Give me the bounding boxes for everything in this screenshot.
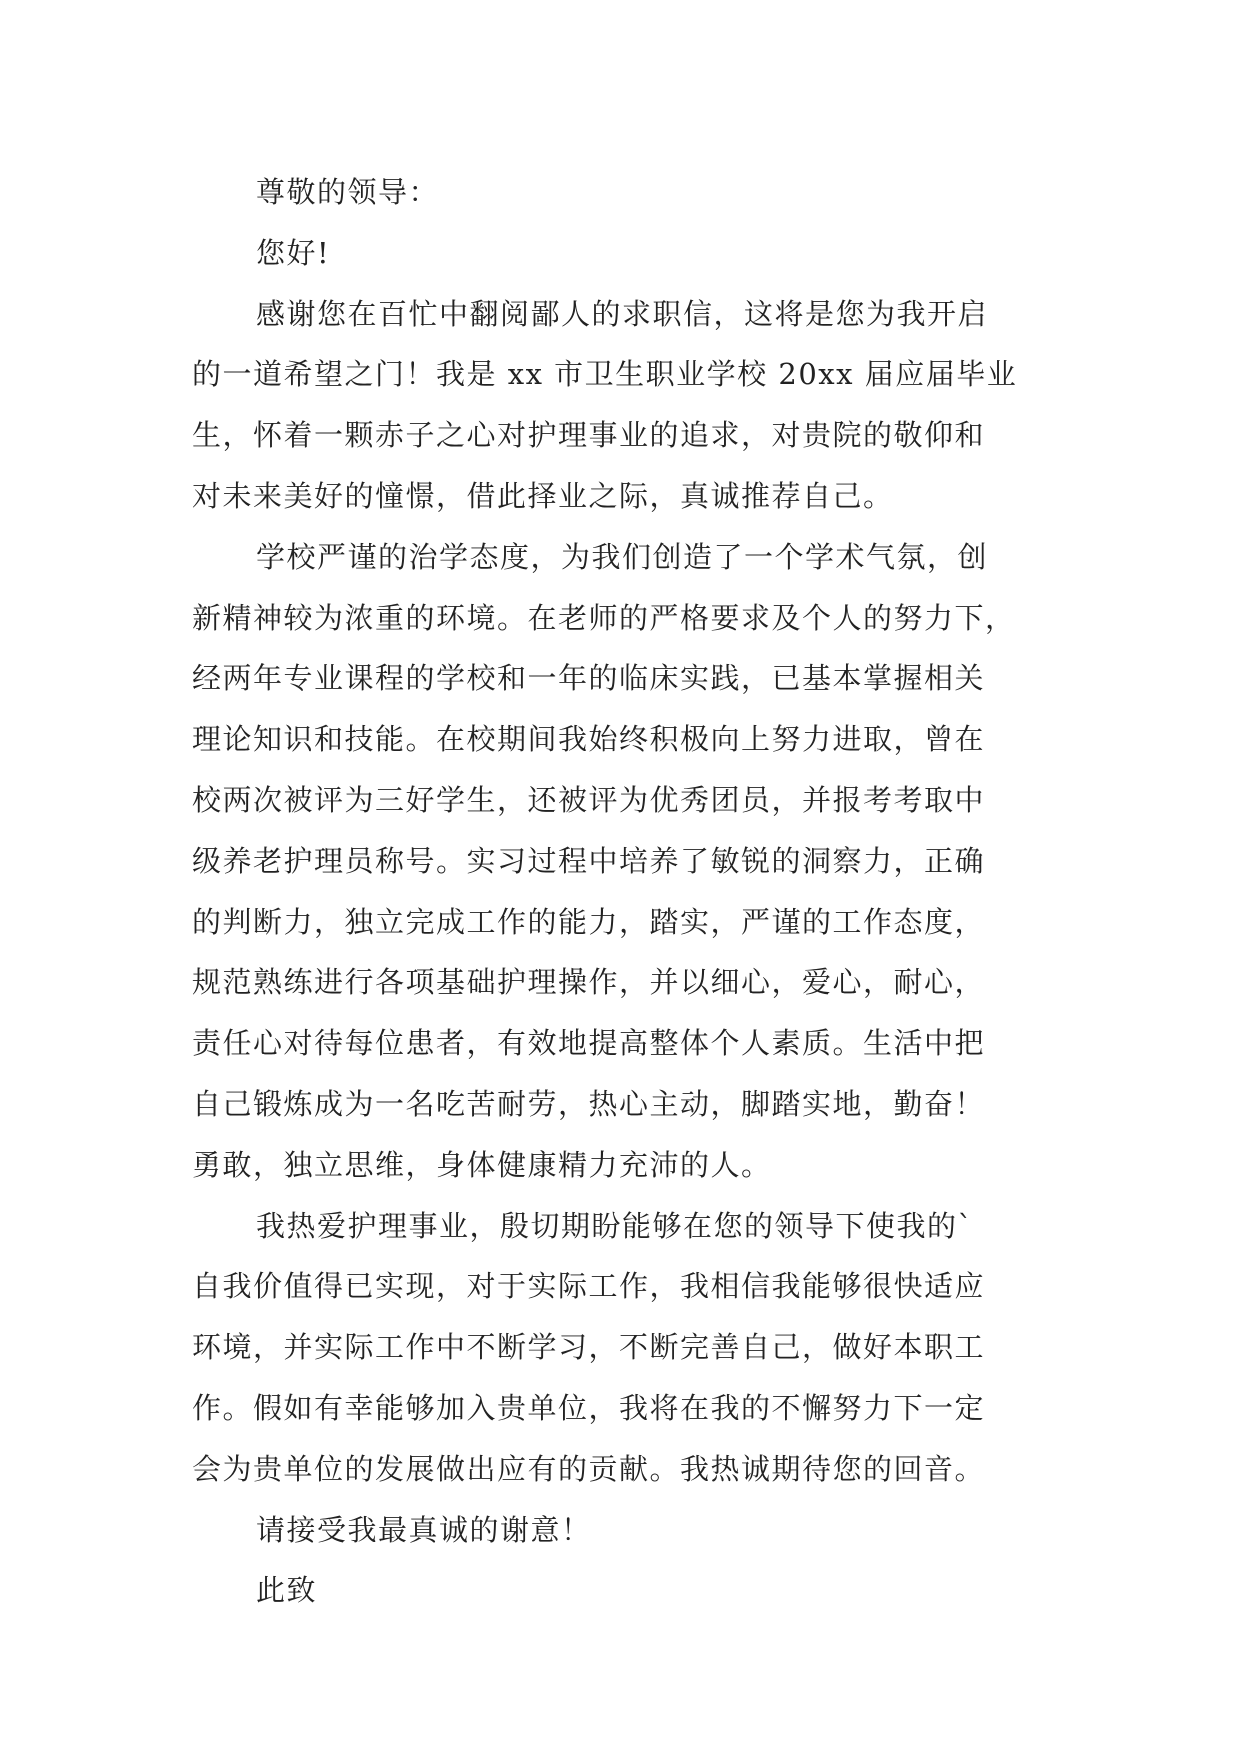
- paragraph-line: 生，怀着一颗赤子之心对护理事业的追求，对贵院的敬仰和: [192, 418, 986, 453]
- thanks-line: 请接受我最真诚的谢意！: [256, 1512, 592, 1547]
- paragraph-line: 级养老护理员称号。实习过程中培养了敏锐的洞察力，正确: [192, 843, 986, 878]
- paragraph-line: 的一道希望之门！我是 xx 市卫生职业学校 20xx 届应届毕业: [192, 357, 1018, 392]
- paragraph-intro: [192, 284, 1062, 527]
- paragraph-aspiration: [192, 1196, 1062, 1500]
- paragraph-line: 会为贵单位的发展做出应有的贡献。我热诚期待您的回音。: [192, 1451, 986, 1486]
- cover-letter-body: [192, 162, 1062, 1621]
- closing-line: 此致: [256, 1573, 318, 1608]
- paragraph-line: 的判断力，独立完成工作的能力，踏实，严谨的工作态度，: [192, 904, 986, 939]
- paragraph-education: [192, 527, 1062, 1196]
- paragraph-line: 新精神较为浓重的环境。在老师的严格要求及个人的努力下，: [192, 600, 1016, 635]
- paragraph-line: 校两次被评为三好学生，还被评为优秀团员，并报考考取中: [192, 782, 986, 817]
- paragraph-line: 理论知识和技能。在校期间我始终积极向上努力进取，曾在: [192, 722, 986, 757]
- paragraph-line: 责任心对待每位患者，有效地提高整体个人素质。生活中把: [192, 1026, 986, 1061]
- paragraph-line: 经两年专业课程的学校和一年的临床实践，已基本掌握相关: [192, 661, 986, 696]
- greeting: 您好!: [256, 235, 331, 270]
- paragraph-line: 勇敢，独立思维，身体健康精力充沛的人。: [192, 1147, 772, 1182]
- paragraph-line: 感谢您在百忙中翻阅鄙人的求职信，这将是您为我开启: [256, 296, 989, 331]
- paragraph-line: 我热爱护理事业，殷切期盼能够在您的领导下使我的`: [256, 1208, 974, 1243]
- paragraph-line: 自己锻炼成为一名吃苦耐劳，热心主动，脚踏实地，勤奋！: [192, 1086, 986, 1121]
- paragraph-line: 规范熟练进行各项基础护理操作，并以细心，爱心，耐心，: [192, 965, 986, 1000]
- salutation: 尊敬的领导：: [256, 175, 440, 209]
- paragraph-line: 对未来美好的憧憬，借此择业之际，真诚推荐自己。: [192, 478, 894, 513]
- paragraph-line: 环境，并实际工作中不断学习，不断完善自己，做好本职工: [192, 1330, 986, 1365]
- paragraph-line: 学校严谨的治学态度，为我们创造了一个学术气氛，创: [256, 539, 989, 574]
- paragraph-line: 自我价值得已实现，对于实际工作，我相信我能够很快适应: [192, 1269, 986, 1304]
- paragraph-line: 作。假如有幸能够加入贵单位，我将在我的不懈努力下一定: [192, 1390, 986, 1425]
